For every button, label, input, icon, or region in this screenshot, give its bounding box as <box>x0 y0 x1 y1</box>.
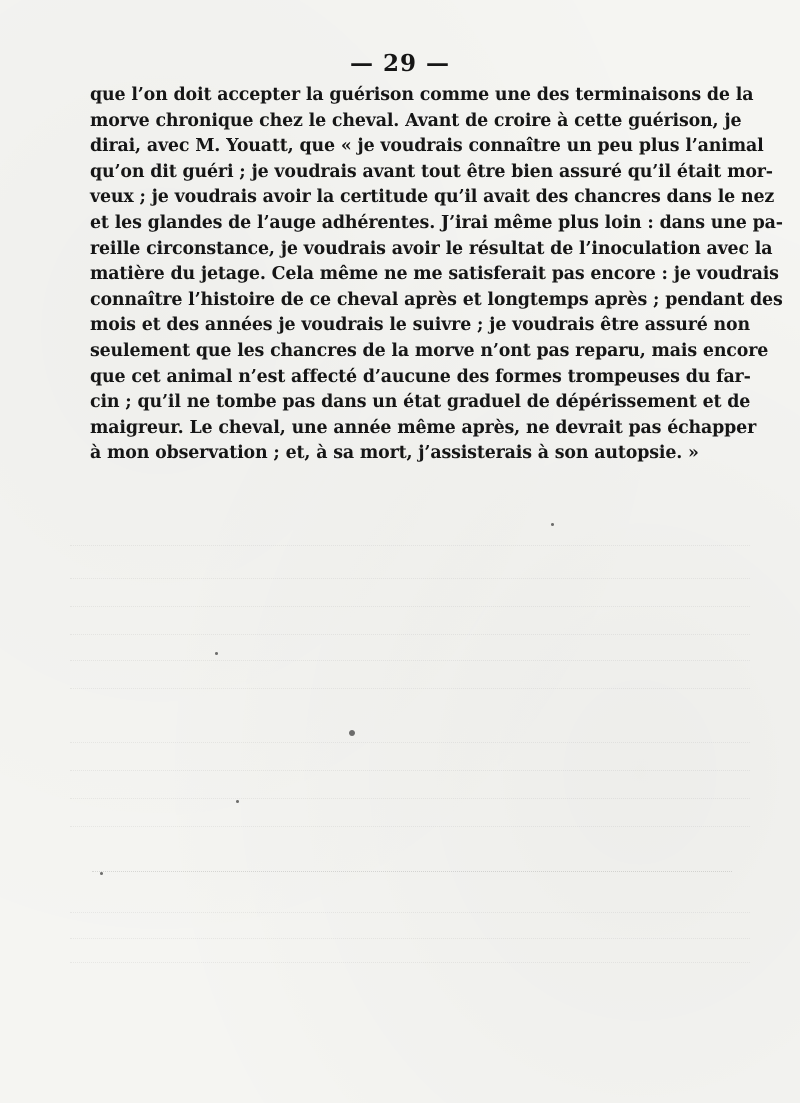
show-through-line <box>70 912 750 925</box>
ink-speck <box>236 800 239 803</box>
show-through-line <box>70 578 750 591</box>
text-line: dirai, avec M. Youatt, que « je voudrais connaître un peu plus l’animal <box>90 136 764 157</box>
text-line: reille circonstance, je voudrais avoir le résultat de l’inoculation avec la <box>90 238 773 259</box>
text-line: veux ; je voudrais avoir la certitude qu’il avait des chancres dans le nez <box>90 187 775 208</box>
text-line: morve chronique chez le cheval. Avant de croire à cette guérison, je <box>90 110 742 131</box>
text-line: connaître l’histoire de ce cheval après et longtemps après ; pendant des <box>90 289 783 310</box>
show-through-line <box>70 770 750 783</box>
text-line: mois et des années je voudrais le suivre ; je voudrais être assuré non <box>90 315 750 336</box>
ink-speck <box>215 652 218 655</box>
show-through-line <box>70 660 750 673</box>
text-line: matière du jetage. Cela même ne me satisferait pas encore : je voudrais <box>90 264 779 285</box>
ink-speck <box>551 523 554 526</box>
show-through-line <box>70 688 750 701</box>
show-through-rule <box>92 871 732 872</box>
text-line: qu’on dit guéri ; je voudrais avant tout être bien assuré qu’il était mor- <box>90 161 773 182</box>
show-through-line <box>70 634 750 647</box>
show-through-line <box>70 606 750 619</box>
text-line: que l’on doit accepter la guérison comme une des terminaisons de la <box>90 85 754 105</box>
show-through-line <box>70 742 750 755</box>
text-line: que cet animal n’est affecté d’aucune des formes trompeuses du far- <box>90 366 751 387</box>
body-paragraph <box>90 83 783 467</box>
show-through-line <box>70 938 750 951</box>
show-through-line <box>70 545 750 558</box>
text-line: cin ; qu’il ne tombe pas dans un état graduel de dépérissement et de <box>90 392 751 413</box>
show-through-line <box>70 962 750 975</box>
text-line: seulement que les chancres de la morve n’ont pas reparu, mais encore <box>90 340 769 361</box>
text-line: à mon observation ; et, à sa mort, j’assisterais à son autopsie. » <box>90 443 699 464</box>
text-line: et les glandes de l’auge adhérentes. J’irai même plus loin : dans une pa- <box>90 212 783 233</box>
page-number: — 29 — <box>349 50 451 77</box>
ink-speck <box>349 730 355 736</box>
show-through-line <box>70 826 750 839</box>
ink-speck <box>100 872 103 875</box>
text-line: maigreur. Le cheval, une année même après, ne devrait pas échapper <box>90 417 757 438</box>
show-through-line <box>70 798 750 811</box>
